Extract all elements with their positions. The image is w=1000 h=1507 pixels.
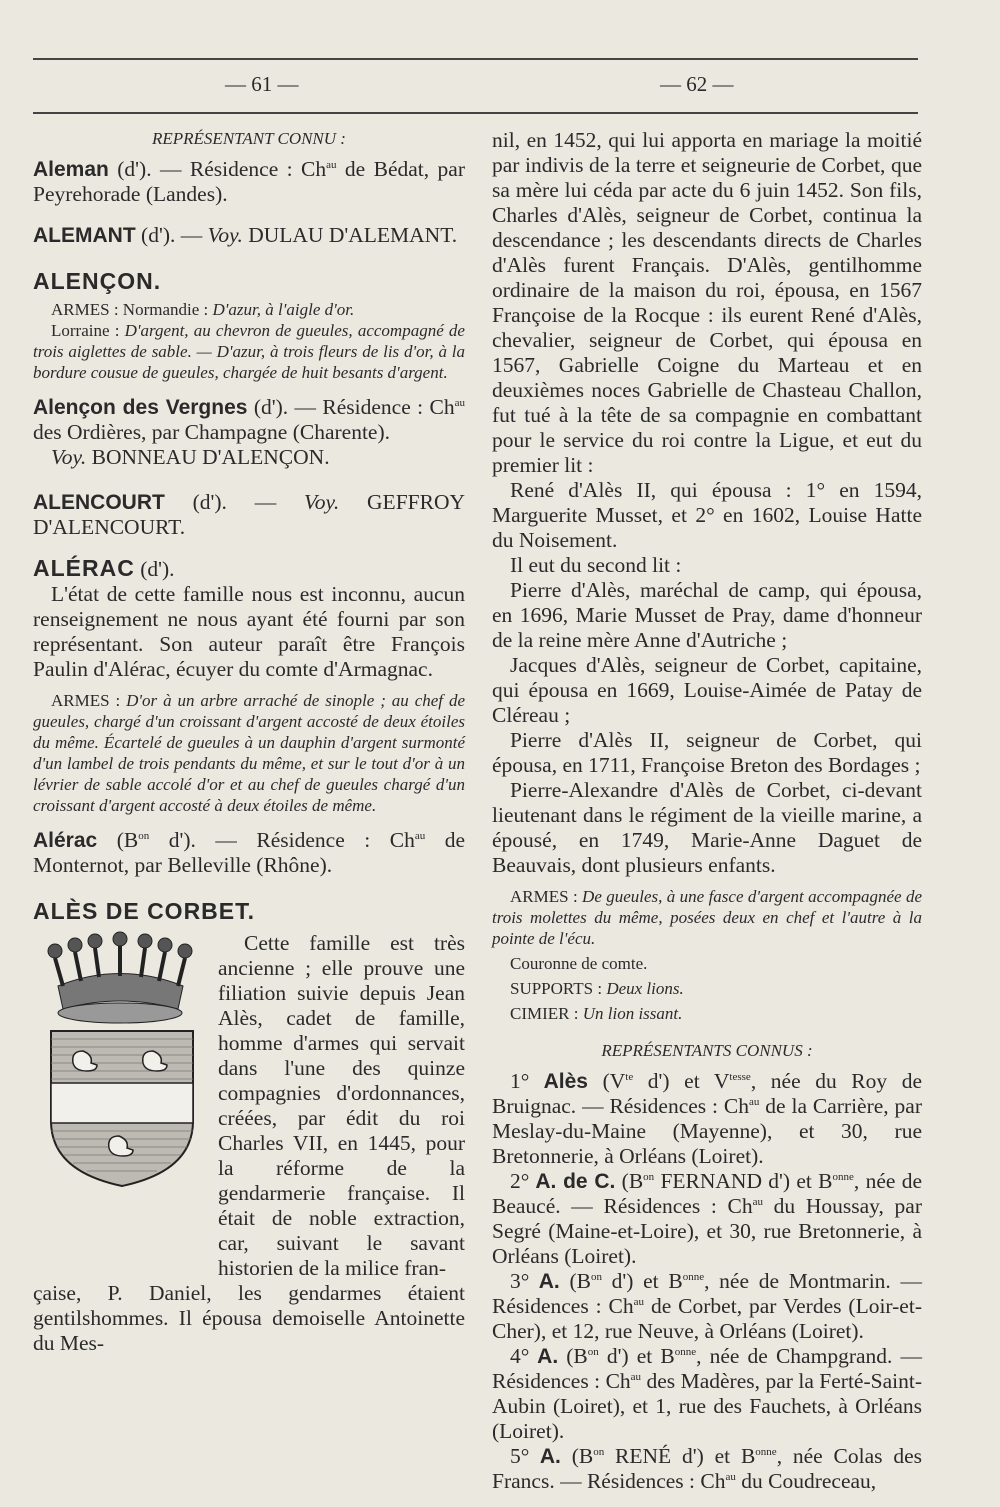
rep-connu-label: REPRÉSENTANT CONNU : [152, 129, 346, 148]
left-page-number: — 61 — [225, 72, 299, 96]
left-column [33, 128, 465, 1356]
entry-aleman: Aleman (d'). — Résidence : $Ch^{au}$ de Bédat, par Peyrehorade (Landes). [33, 157, 465, 206]
reps-connus-label: REPRÉSENTANTS CONNUS : [601, 1041, 813, 1060]
alerac-armes: ARMES : D'or à un arbre arraché de sinople ; au chef de gueules, chargé d'un croissant d'argent accosté de deux étoiles du même. Écartelé de gueules à un dauphin d'argent surmonté d'un lambel de trois pendants du même, et sur le tout d'or à un lévrier de sable accolé d'or et au chef de gueules chargé d'un croissant d'argent accosté à deux étoiles de même. [33, 691, 465, 815]
entry-name: Alérac [33, 829, 98, 852]
alencon-lorraine: Lorraine : D'argent, au chevron de gueules, accompagné de trois aiglettes de sable. — D'azur, à trois fleurs de lis d'or, à la bordure cousue de gueules, chargée de huit besants d'argent. [33, 321, 465, 382]
ales-cimier: CIMIER : Un lion issant. [510, 1004, 683, 1023]
entry-name: ALEMANT [33, 224, 136, 247]
ales-couronne: Couronne de comte. [510, 954, 648, 973]
entry-alencon-vergnes: Alençon des Vergnes (d'). — Résidence : $Ch^{au}$ des Ordières, par Champagne (Charente). [33, 395, 465, 444]
entry-alerac-title: ALÉRAC (d'). [33, 555, 175, 581]
entry-alencourt: ALENCOURT (d'). — Voy. GEFFROY D'ALENCOURT. [33, 490, 466, 539]
ales-continued-text: çaise, P. Daniel, les gendarmes étaient gentilshommes. Il épousa demoiselle Antoinette du Mes- [33, 1281, 465, 1355]
entry-name: Alençon des Vergnes [33, 396, 248, 419]
entry-name: ALENCOURT [33, 491, 165, 514]
alerac-text: L'état de cette famille nous est inconnu, aucun renseignement ne nous ayant été fourni par son représentant. Son auteur paraît être François Paulin d'Alérac, écuyer du comte d'Armagnac. [33, 582, 465, 681]
ales-genealogy-p7: Pierre-Alexandre d'Alès de Corbet, ci-devant lieutenant dans le régiment de la vieille marine, a épousé, en 1749, Marie-Anne Daguet de Beauvais, dont plusieurs enfants. [492, 778, 922, 877]
representative-4: 4° A. ($B^{on}$ d') et $B^{onne}$, née de Champgrand. — Résidences : $Ch^{au}$ des Madères, par la Ferté-Saint-Aubin (Loiret), et 1, rue des Fauchets, à Orléans (Loiret). [492, 1344, 922, 1443]
entry-alemant: ALEMANT (d'). — Voy. DULAU D'ALEMANT. [33, 223, 458, 247]
ales-genealogy-p1: nil, en 1452, qui lui apporta en mariage la moitié par indivis de la terre et seigneurie de Corbet, que sa mère lui céda par acte du 6 juin 1452. Son fils, Charles d'Alès, seigneur de Corbet, continua la descendance ; les descendants directs de Charles d'Alès furent Français. D'Alès, gentilhomme ordinaire de la maison du roi, épousa, en 1567 Françoise de la Rocque : ils eurent René d'Alès, chevalier, seigneur de Corbet, qui épousa en 1567, Gabrielle Coigne du Marteau et en deuxièmes noces Gabrielle de Chasteau Challon, fut tué à la tête de sa compagnie en combattant pour le service du roi contre la Ligue, et eut du premier lit : [492, 128, 922, 477]
entry-ales-title: ALÈS DE CORBET. [33, 898, 256, 924]
ales-genealogy-p5: Jacques d'Alès, seigneur de Corbet, capitaine, qui épousa en 1669, Louise-Aimée de Patay de Cléreau ; [492, 653, 922, 727]
coronet-and-shield-icon [33, 931, 208, 1191]
ales-genealogy-p2: René d'Alès II, qui épousa : 1° en 1594, Marguerite Musset, et 2° en 1602, Louise Hatte du Noisement. [492, 478, 922, 552]
ales-genealogy-p4: Pierre d'Alès, maréchal de camp, qui épousa, en 1696, Marie Musset de Pray, dame d'honneur de la reine mère Anne d'Autriche ; [492, 578, 922, 652]
right-page-number: — 62 — [660, 72, 734, 96]
representative-5: 5° A. ($B^{on}$ RENÉ d') et $B^{onne}$, née Colas des Francs. — Résidences : $Ch^{au}$ du Coudreceau, [492, 1444, 923, 1493]
top-rule [33, 58, 918, 60]
ales-armes: ARMES : De gueules, à une fasce d'argent accompagnée de trois molettes du même, posées deux en chef et l'autre à la pointe de l'écu. [492, 887, 922, 948]
coat-of-arms-figure [33, 931, 218, 1281]
ales-intro-text: Cette famille est très ancienne ; elle prouve une filiation suivie depuis Jean Alès, cadet de famille, homme d'armes qui servait dans l'une des quinze compagnies d'ordonnances, créées, par édit du roi Charles VII, en 1445, pour la réforme de la gendarmerie française. Il était de noble extraction, car, suivant le savant historien de la milice fran- [218, 931, 465, 1280]
representative-2: 2° A. de C. ($B^{on}$ FERNAND d') et $B^{onne}$, née de Beaucé. — Résidences : $Ch^{au}$ du Houssay, par Segré (Maine-et-Loire), et 30, rue Bretonnerie, à Orléans (Loiret). [492, 1169, 922, 1268]
alencon-vergnes-voy: Voy. BONNEAU D'ALENÇON. [51, 445, 330, 469]
right-column [492, 128, 922, 1494]
ales-figure-block [33, 931, 465, 1281]
ales-supports: SUPPORTS : Deux lions. [510, 979, 684, 998]
header-rule [33, 112, 918, 114]
entry-alerac-baron: Alérac ($B^{on}$ d'). — Résidence : $Ch^{au}$ de Monternot, par Belleville (Rhône). [33, 828, 466, 877]
representative-1: 1° Alès ($V^{te}$ d') et $V^{tesse}$, née du Roy de Bruignac. — Résidences : $Ch^{au}$ de la Carrière, par Meslay-du-Maine (Mayenne), et 30, rue Bretonnerie, à Orléans (Loiret). [492, 1069, 923, 1168]
entry-name: Aleman [33, 158, 109, 181]
ales-genealogy-p6: Pierre d'Alès II, seigneur de Corbet, qui épousa, en 1711, Françoise Breton des Bordages ; [492, 728, 922, 777]
ales-genealogy-p3: Il eut du second lit : [510, 553, 682, 577]
entry-alencon-title: ALENÇON. [33, 268, 162, 294]
representative-3: 3° A. ($B^{on}$ d') et $B^{onne}$, née de Montmarin. — Résidences : $Ch^{au}$ de Corbet, par Verdes (Loir-et-Cher), et 12, rue Neuve, à Orléans (Loiret). [492, 1269, 923, 1343]
alencon-armes: ARMES : Normandie : D'azur, à l'aigle d'or. [51, 300, 355, 319]
